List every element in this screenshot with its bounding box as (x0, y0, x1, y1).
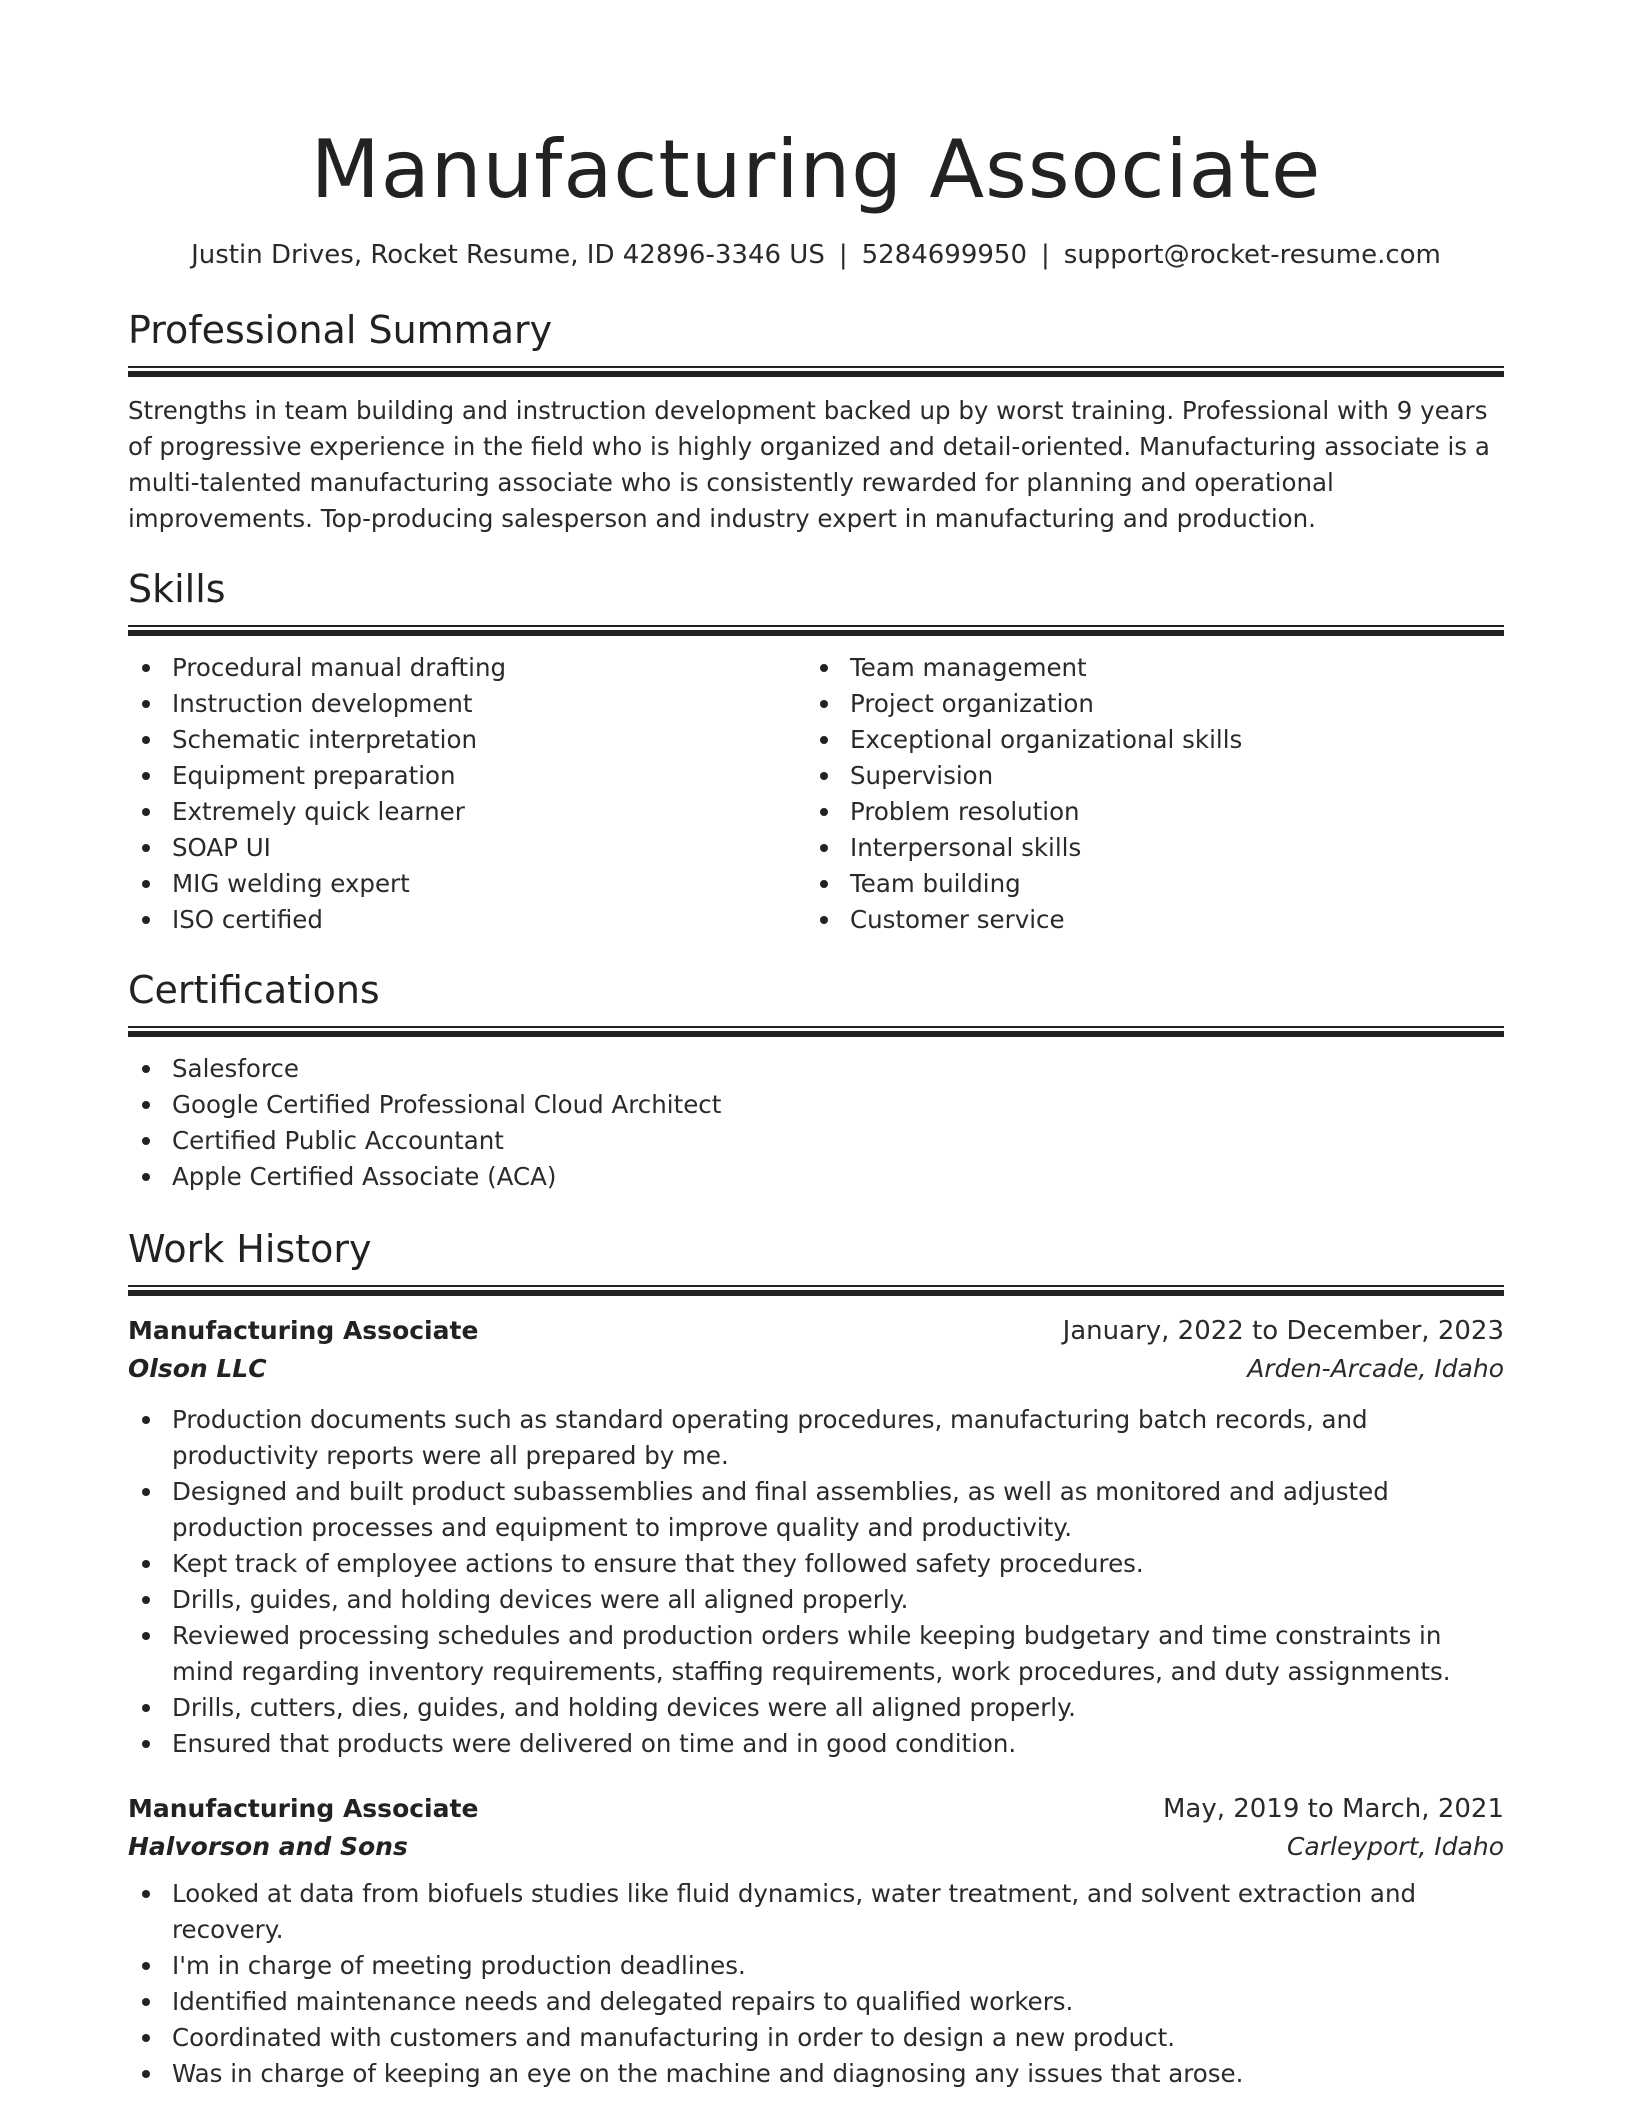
job-duties-list (128, 1876, 1504, 2092)
job-header (128, 1312, 1504, 1350)
resume-title: Manufacturing Associate (310, 123, 1322, 216)
skill-item: Instruction development (128, 686, 806, 722)
job-dates: May, 2019 to March, 2021 (1162, 1794, 1504, 1824)
job-duty: Looked at data from biofuels studies like fluid dynamics, water treatment, and solvent extraction and recovery. (128, 1876, 1504, 1948)
job-entry (128, 1312, 1504, 1762)
skill-item: Problem resolution (806, 794, 1484, 830)
skills-list-right (806, 650, 1484, 938)
certification-item: Apple Certified Associate (ACA) (128, 1159, 1504, 1195)
certification-item: Certified Public Accountant (128, 1123, 1504, 1159)
work-history-section (128, 1225, 1504, 2092)
section-divider (128, 366, 1504, 377)
job-duty: Kept track of employee actions to ensure that they followed safety procedures. (128, 1546, 1504, 1582)
job-location: Carleyport, Idaho (1286, 1832, 1504, 1861)
job-duty: Production documents such as standard operating procedures, manufacturing batch records, and productivity reports were all prepared by me. (128, 1402, 1504, 1474)
skills-list-left (128, 650, 806, 938)
summary-section (128, 306, 1504, 537)
skill-item: Equipment preparation (128, 758, 806, 794)
section-heading-skills: Skills (128, 567, 226, 611)
contact-line (128, 238, 1504, 272)
section-heading-summary: Professional Summary (128, 308, 553, 352)
skill-item: Interpersonal skills (806, 830, 1484, 866)
skill-item: Customer service (806, 902, 1484, 938)
job-duty: Drills, cutters, dies, guides, and holding devices were all aligned properly. (128, 1690, 1504, 1726)
skill-item: Project organization (806, 686, 1484, 722)
skill-item: Extremely quick learner (128, 794, 806, 830)
contact-email[interactable]: support@rocket-resume.com (1063, 240, 1441, 270)
job-duty: Designed and built product subassemblies and final assemblies, as well as monitored and adjusted production processes and equipment to improve quality and productivity. (128, 1474, 1504, 1546)
certification-item: Salesforce (128, 1051, 1504, 1087)
skill-item: Supervision (806, 758, 1484, 794)
job-duty: Ensured that products were delivered on time and in good condition. (128, 1726, 1504, 1762)
section-heading-certifications: Certifications (128, 968, 380, 1012)
contact-phone[interactable]: 5284699950 (861, 240, 1028, 270)
skill-item: Schematic interpretation (128, 722, 806, 758)
job-duties-list (128, 1402, 1504, 1762)
skill-item: ISO certified (128, 902, 806, 938)
skills-section (128, 565, 1504, 938)
job-duty: Coordinated with customers and manufacturing in order to design a new product. (128, 2020, 1504, 2056)
job-duty: I'm in charge of meeting production deadlines. (128, 1948, 1504, 1984)
job-company: Halvorson and Sons (128, 1832, 408, 1861)
certification-item: Google Certified Professional Cloud Architect (128, 1087, 1504, 1123)
skill-item: Team building (806, 866, 1484, 902)
section-divider (128, 625, 1504, 636)
job-duty: Reviewed processing schedules and production orders while keeping budgetary and time constraints in mind regarding inventory requirements, staffing requirements, work procedures, and duty assignments. (128, 1618, 1504, 1690)
job-duty: Was in charge of keeping an eye on the machine and diagnosing any issues that arose. (128, 2056, 1504, 2092)
summary-text: Strengths in team building and instruction development backed up by worst training. Professional with 9 years of progressive experience in the field who is highly organized and detail-oriented. Manufacturing associate is a multi-talented manufacturing associate who is consistently rewarded for planning and operational improvements. Top-producing salesperson and industry expert in manufacturing and production. (128, 396, 1490, 533)
job-duty: Drills, guides, and holding devices were all aligned properly. (128, 1582, 1504, 1618)
job-company: Olson LLC (128, 1354, 267, 1383)
contact-address: Justin Drives, Rocket Resume, ID 42896-3346 US (191, 240, 825, 270)
skill-item: MIG welding expert (128, 866, 806, 902)
job-entry (128, 1790, 1504, 2092)
contact-separator: | (838, 240, 848, 270)
certifications-list (128, 1051, 1504, 1195)
section-divider (128, 1026, 1504, 1037)
job-header (128, 1790, 1504, 1828)
job-title: Manufacturing Associate (128, 1794, 479, 1823)
skill-item: Exceptional organizational skills (806, 722, 1484, 758)
contact-separator: | (1041, 240, 1050, 270)
skill-item: Team management (806, 650, 1484, 686)
section-divider (128, 1285, 1504, 1296)
skill-item: SOAP UI (128, 830, 806, 866)
skills-grid (128, 650, 1504, 938)
job-subheader (128, 1350, 1504, 1388)
job-subheader (128, 1828, 1504, 1866)
skill-item: Procedural manual drafting (128, 650, 806, 686)
job-dates: January, 2022 to December, 2023 (1062, 1316, 1504, 1346)
job-duty: Identified maintenance needs and delegated repairs to qualified workers. (128, 1984, 1504, 2020)
job-title: Manufacturing Associate (128, 1316, 479, 1345)
job-location: Arden-Arcade, Idaho (1247, 1354, 1504, 1383)
section-heading-work-history: Work History (128, 1227, 372, 1271)
certifications-section (128, 966, 1504, 1195)
